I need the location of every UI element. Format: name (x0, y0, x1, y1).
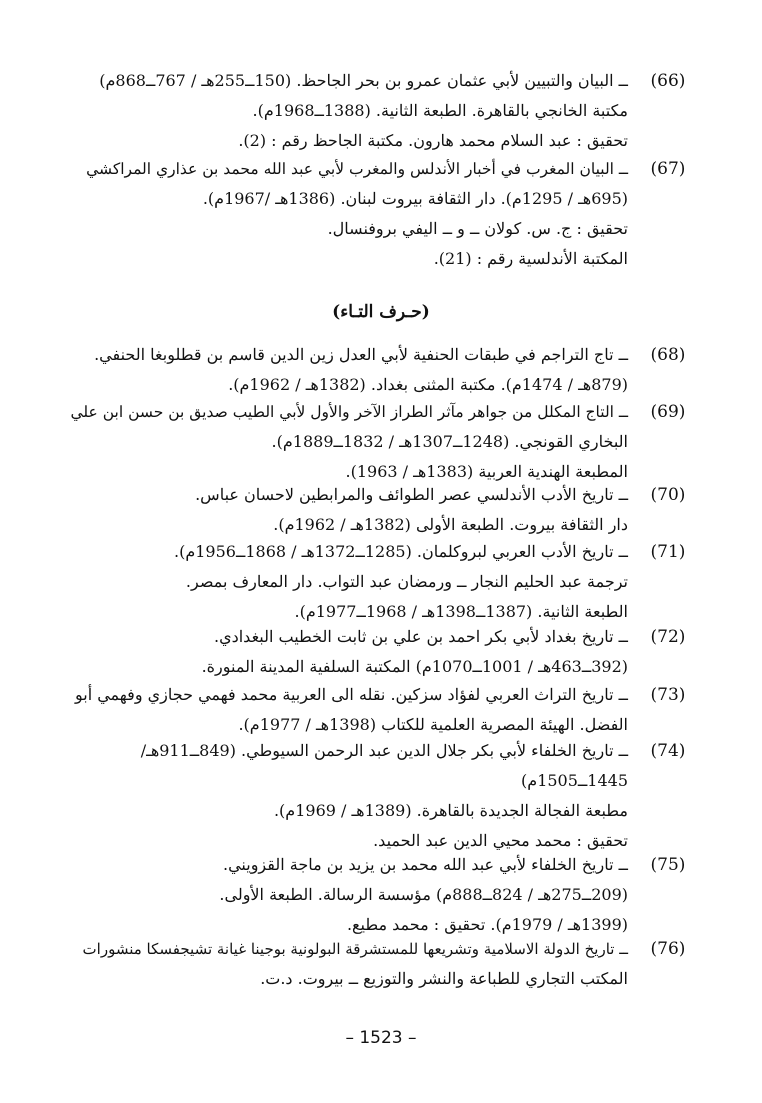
entry-number: (76) (650, 939, 686, 959)
entry-line: (695هـ / 1295م). دار الثقافة بيروت لبنان. (1386هـ /1967م). (202, 189, 628, 208)
entry-number: (75) (650, 855, 686, 875)
entry-line: ــ تاريخ التراث العربي لفؤاد سزكين. نقله الى العربية محمد فهمي حجازي وفهمي أبو (74, 685, 628, 704)
entry-line: مطبعة الفجالة الجديدة بالقاهرة. (1389هـ / 1969م). (273, 801, 628, 820)
entry-line: الطبعة الثانية. (1387ــ1398هـ / 1968ــ1977م). (294, 602, 628, 621)
entry-number: (71) (650, 542, 686, 562)
entry-line: ــ تاريخ الخلفاء لأبي بكر جلال الدين عبد الرحمن السيوطي. (849ــ911هـ/ (140, 741, 628, 760)
entry-line: مكتبة الخانجي بالقاهرة. الطبعة الثانية. (1388ــ1968م). (252, 101, 628, 120)
entry-line: ــ تاريخ الأدب العربي لبروكلمان. (1285ــ1372هـ / 1868ــ1956م). (174, 542, 628, 561)
entry-70 (70, 480, 690, 540)
entry-line: ــ تاج التراجم في طبقات الحنفية لأبي العدل زين الدين قاسم بن قطلوبغا الحنفي. (94, 345, 628, 364)
entry-line: تحقيق : ج. س. كولان ــ و ــ اليفي بروفنسال. (327, 219, 628, 238)
entry-line: دار الثقافة بيروت. الطبعة الأولى (1382هـ / 1962م). (273, 515, 628, 534)
entry-number: (69) (650, 402, 686, 422)
entry-76 (70, 934, 690, 994)
entry-line: ــ البيان والتبيين لأبي عثمان عمرو بن بحر الجاحظ. (150ــ255هـ / 767ــ868م) (99, 71, 628, 90)
entry-72 (70, 622, 690, 682)
entry-74 (70, 736, 690, 856)
entry-line: (392ــ463هـ / 1001ــ1070م) المكتبة السلفية المدينة المنورة. (201, 657, 628, 676)
entry-line: المطبعة الهندية العربية (1383هـ / 1963). (345, 462, 628, 481)
entry-number: (70) (650, 485, 686, 505)
entry-line: (209ــ275هـ / 824ــ888م) مؤسسة الرسالة. الطبعة الأولى. (219, 885, 628, 904)
entry-number: (73) (650, 685, 686, 705)
entry-line: تحقيق : عبد السلام محمد هارون. مكتبة الجاحظ رقم : (2). (238, 131, 628, 150)
entry-number: (74) (650, 741, 686, 761)
entry-number: (72) (650, 627, 686, 647)
entry-68 (70, 340, 690, 400)
entry-line: المكتبة الأندلسية رقم : (21). (433, 249, 628, 268)
entry-69 (70, 397, 690, 487)
entry-line: ترجمة عبد الحليم النجار ــ ورمضان عبد التواب. دار المعارف بمصر. (185, 572, 628, 591)
entry-number: (66) (650, 71, 686, 91)
entry-number: (67) (650, 159, 686, 179)
entry-75 (70, 850, 690, 940)
entry-71 (70, 537, 690, 627)
entry-line: 1445ــ1505م) (521, 771, 628, 790)
entry-line: المكتب التجاري للطباعة والنشر والتوزيع ــ بيروت. د.ت. (260, 969, 628, 988)
entry-line: ــ التاج المكلل من جواهر مآثر الطراز الآخر والأول لأبي الطيب صديق بن حسن ابن علي (70, 403, 628, 421)
entry-line: ــ تاريخ الخلفاء لأبي عبد الله محمد بن يزيد بن ماجة القزويني. (222, 855, 628, 874)
entry-number: (68) (650, 345, 686, 365)
entry-line: ــ تاريخ الأدب الأندلسي عصر الطوائف والمرابطين لاحسان عباس. (195, 485, 628, 504)
entry-line: ــ تاريخ الدولة الاسلامية وتشريعها للمستشرقة البولونية بوجينا غيانة تشيجفسكا منشورات (82, 940, 628, 958)
entry-line: البخاري القونجي. (1248ــ1307هـ / 1832ــ1889م). (271, 432, 628, 451)
entry-line: الفضل. الهيئة المصرية العلمية للكتاب (1398هـ / 1977م). (238, 715, 628, 734)
page-number: – 1523 – (345, 1028, 417, 1048)
entry-line: (879هـ / 1474م). مكتبة المثنى بغداد. (1382هـ / 1962م). (228, 375, 628, 394)
entry-line: ــ تاريخ بغداد لأبي بكر احمد بن علي بن ثابت الخطيب البغدادي. (213, 627, 628, 646)
entry-67 (70, 154, 690, 274)
entry-line: (1399هـ / 1979م). تحقيق : محمد مطيع. (346, 915, 628, 934)
section-heading: (حـرف التـاء) (332, 302, 430, 322)
entry-line: ــ البيان المغرب في أخبار الأندلس والمغرب لأبي عبد الله محمد بن عذاري المراكشي (86, 160, 628, 178)
entry-line: تحقيق : محمد محيي الدين عبد الحميد. (373, 831, 628, 850)
entry-73 (70, 680, 690, 740)
entry-66 (70, 66, 690, 156)
